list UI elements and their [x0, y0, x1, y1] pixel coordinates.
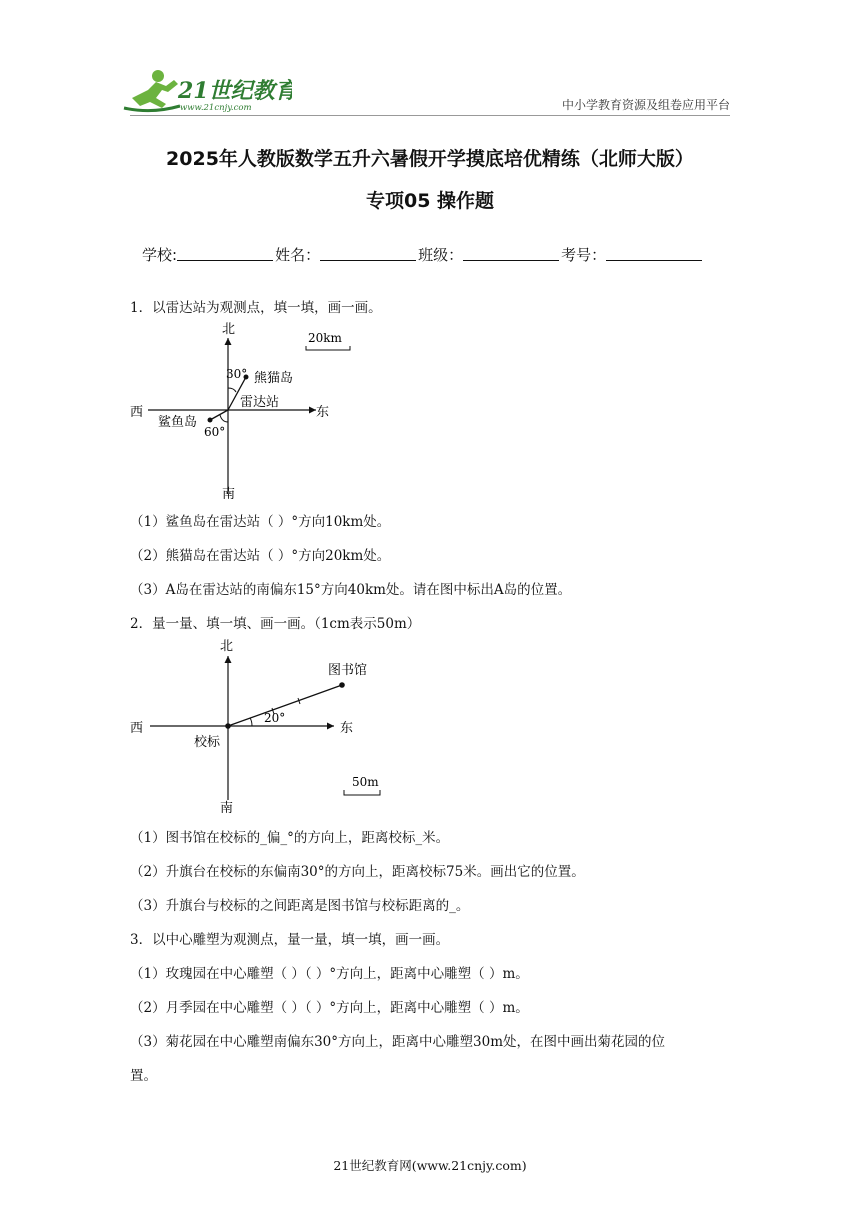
angle-60-label: 60° [204, 425, 226, 439]
north-label: 北 [220, 639, 234, 654]
south-label: 南 [220, 801, 234, 816]
q2-diagram [128, 634, 388, 820]
scale-label: 20km [308, 331, 342, 345]
scale-bar [306, 346, 350, 350]
page-subtitle: 专项05 操作题 [365, 190, 495, 212]
angle-arc-30 [228, 388, 236, 392]
q1-part-1: （1）鲨鱼岛在雷达站（ ）°方向10km处。 [130, 514, 391, 530]
north-label: 北 [222, 322, 236, 337]
class-label: 班级： [418, 246, 464, 264]
platform-label: 中小学教育资源及组卷应用平台 [561, 98, 730, 112]
student-info-line [142, 244, 704, 265]
origin-label: 校标 [194, 735, 221, 750]
panda-label: 熊猫岛 [254, 371, 294, 386]
angle-30-label: 30° [226, 367, 248, 381]
logo-url: www.21cnjy.com [180, 103, 252, 113]
page-title: 2025年人教版数学五升六暑假开学摸底培优精练（北师大版） [166, 148, 694, 170]
shark-label: 鲨鱼岛 [158, 415, 198, 430]
q1-stem: 1．以雷达站为观测点，填一填，画一画。 [130, 300, 382, 316]
q2-part-1: （1）图书馆在校标的_偏_°的方向上，距离校标_米。 [130, 830, 450, 846]
q1-diagram [128, 318, 358, 504]
q3-part-1: （1）玫瑰园在中心雕塑（ ）（ ）°方向上，距离中心雕塑（ ）m。 [130, 966, 529, 982]
q3-part-3-cont: 置。 [130, 1068, 157, 1084]
east-label: 东 [340, 721, 354, 736]
site-logo [122, 68, 292, 116]
shark-point [208, 418, 213, 423]
number-blank[interactable] [606, 244, 702, 261]
south-label: 南 [222, 487, 236, 502]
angle-20-label: 20° [264, 711, 286, 725]
q3-part-3: （3）菊花园在中心雕塑南偏东30°方向上，距离中心雕塑30m处，在图中画出菊花园的位 [130, 1034, 665, 1050]
school-label: 学校: [142, 246, 178, 264]
scale-label: 50m [352, 775, 379, 789]
q1-part-3: （3）A岛在雷达站的南偏东15°方向40km处。请在图中标出A岛的位置。 [130, 582, 572, 598]
origin-point [225, 723, 231, 729]
school-blank[interactable] [177, 244, 273, 261]
q3-stem: 3．以中心雕塑为观测点，量一量，填一填，画一画。 [130, 932, 450, 948]
west-label: 西 [130, 405, 144, 420]
angle-arc-20 [250, 718, 252, 726]
name-blank[interactable] [320, 244, 416, 261]
q2-stem: 2．量一量、填一填、画一画。（1cm表示50m） [130, 616, 421, 632]
east-label: 东 [316, 405, 330, 420]
number-label: 考号： [561, 246, 607, 264]
logo-text: 21世纪教育 [178, 78, 292, 104]
library-label: 图书馆 [328, 663, 368, 678]
header-divider [130, 115, 730, 116]
class-blank[interactable] [463, 244, 559, 261]
scale-bar [344, 790, 380, 795]
angle-arc-60 [220, 415, 228, 422]
shark-ray [210, 410, 228, 420]
q2-part-3: （3）升旗台与校标的之间距离是图书馆与校标距离的_。 [130, 898, 470, 914]
library-point [339, 682, 345, 688]
page-footer: 21世纪教育网(www.21cnjy.com) [333, 1158, 527, 1173]
name-label: 姓名： [275, 246, 321, 264]
q2-part-2: （2）升旗台在校标的东偏南30°的方向上，距离校标75米。画出它的位置。 [130, 864, 585, 880]
q1-part-2: （2）熊猫岛在雷达站（ ）°方向20km处。 [130, 548, 391, 564]
q3-part-2: （2）月季园在中心雕塑（ ）（ ）°方向上，距离中心雕塑（ ）m。 [130, 1000, 529, 1016]
runner-icon [122, 68, 292, 116]
west-label: 西 [130, 721, 144, 736]
station-label: 雷达站 [240, 395, 280, 410]
